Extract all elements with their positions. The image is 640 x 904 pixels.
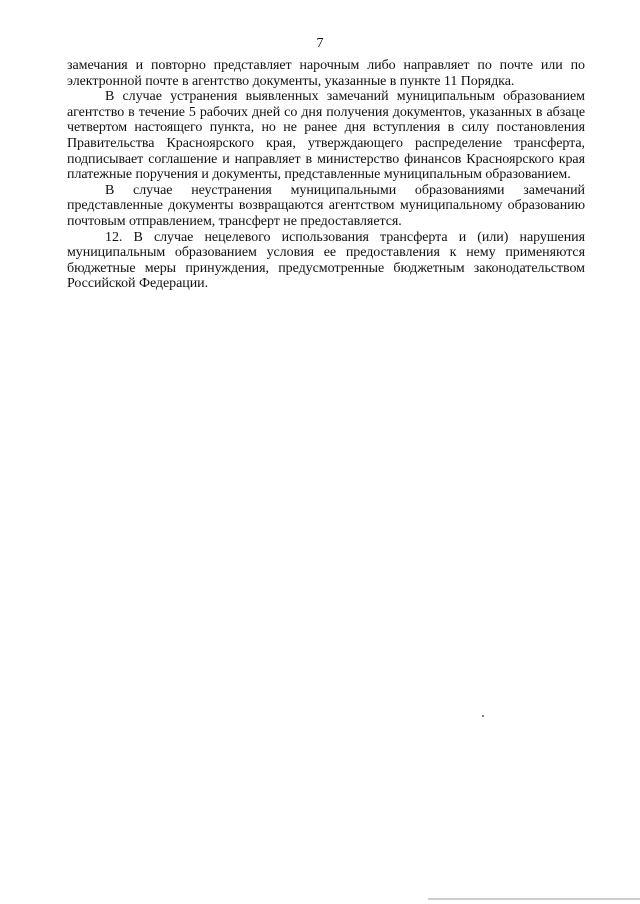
paragraph-non-elimination-of-remarks: В случае неустранения муниципальными образованиями замечаний представленные документы возвращаются агентством муниципальному образованию почтовым отправлением, трансферт не предоставляется.: [67, 182, 585, 229]
paragraph-continuation: замечания и повторно представляет нарочным либо направляет по почте или по электронной почте в агентство документы, указанные в пункте 11 Порядка.: [67, 58, 585, 89]
paragraph-elimination-of-remarks: В случае устранения выявленных замечаний муниципальным образованием агентство в течение 5 рабочих дней со дня получения документов, указанных в абзаце четвертом настоящего пункта, но не ранее дня вступления в силу постановления Правительства Красноярского края, утверждающего распределение трансферта, подписывает соглашение и направляет в министерство финансов Красноярского края платежные поручения и документы, представленные муниципальным образованием.: [67, 89, 585, 183]
page-number: 7: [316, 36, 324, 51]
document-body: [67, 58, 585, 292]
paragraph-item-12: 12. В случае нецелевого использования трансферта и (или) нарушения муниципальным образованием условия ее предоставления к нему применяются бюджетные меры принуждения, предусмотренные бюджетным законодательством Российской Федерации.: [67, 229, 585, 292]
scan-speck: [482, 715, 484, 717]
scan-edge-line: [428, 898, 640, 900]
